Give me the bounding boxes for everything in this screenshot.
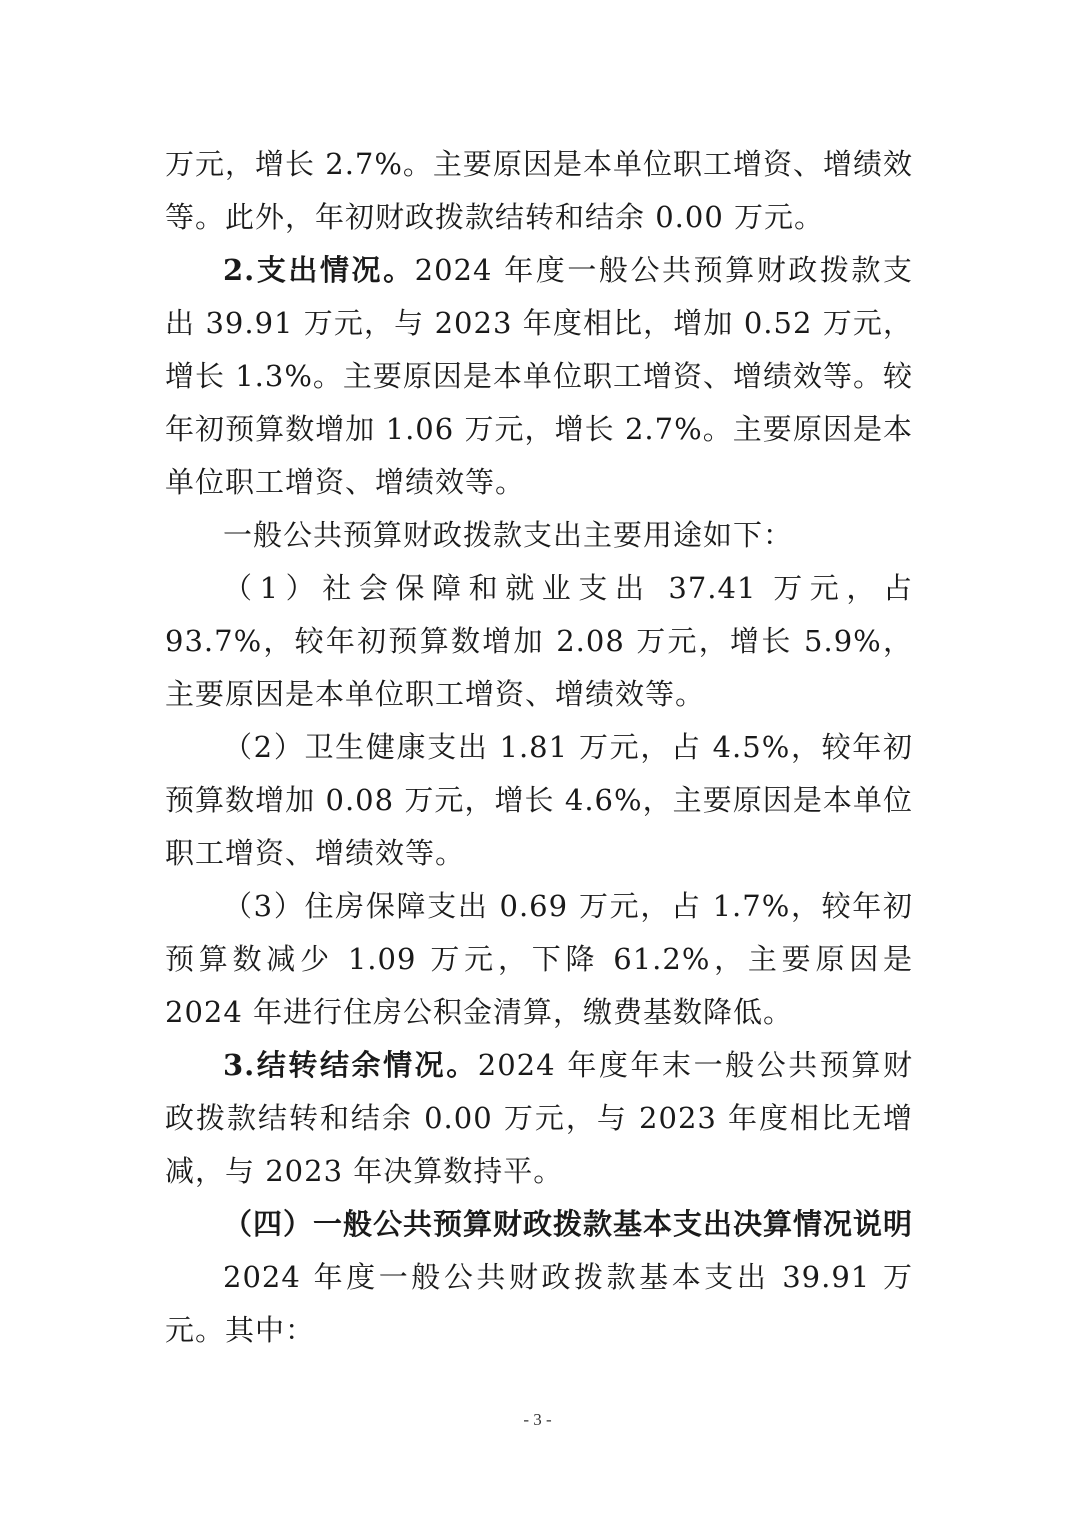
section-heading-basic-expenditure: （四）一般公共预算财政拨款基本支出决算情况说明 bbox=[223, 1207, 914, 1241]
expenditure-body: 2024 年度一般公共预算财政拨款支出 39.91 万元，与 2023 年度相比，增加 0.52 万元，增长 1.3%。主要原因是本单位职工增资、增绩效等。较年初预算数增加 1.06 万元，增长 2.7%。主要原因是本单位职工增资、增绩效等。 bbox=[165, 253, 913, 499]
paragraph-expenditure bbox=[165, 244, 913, 509]
paragraph-income-continued: 万元，增长 2.7%。主要原因是本单位职工增资、增绩效等。此外，年初财政拨款结转和结余 0.00 万元。 bbox=[165, 147, 913, 234]
page-number: - 3 - bbox=[523, 1410, 552, 1429]
carryover-body: 2024 年度年末一般公共预算财政拨款结转和结余 0.00 万元，与 2023 年度相比无增减，与 2023 年决算数持平。 bbox=[165, 1048, 913, 1188]
paragraph-housing: （3）住房保障支出 0.69 万元，占 1.7%，较年初预算数减少 1.09 万元，下降 61.2%，主要原因是 2024 年进行住房公积金清算，缴费基数降低。 bbox=[165, 889, 913, 1029]
expenditure-lead: 2.支出情况。 bbox=[223, 253, 415, 287]
document-body bbox=[165, 138, 913, 1357]
paragraph-basic-expenditure: 2024 年度一般公共财政拨款基本支出 39.91 万元。其中： bbox=[165, 1260, 913, 1347]
paragraph-social-security: （1）社会保障和就业支出 37.41 万元，占 93.7%，较年初预算数增加 2.08 万元，增长 5.9%，主要原因是本单位职工增资、增绩效等。 bbox=[165, 571, 913, 711]
paragraph-usage-intro: 一般公共预算财政拨款支出主要用途如下： bbox=[223, 518, 794, 552]
carryover-lead: 3.结转结余情况。 bbox=[223, 1048, 478, 1082]
paragraph-carryover bbox=[165, 1039, 913, 1198]
paragraph-health: （2）卫生健康支出 1.81 万元，占 4.5%，较年初预算数增加 0.08 万元，增长 4.6%，主要原因是本单位职工增资、增绩效等。 bbox=[165, 730, 913, 870]
